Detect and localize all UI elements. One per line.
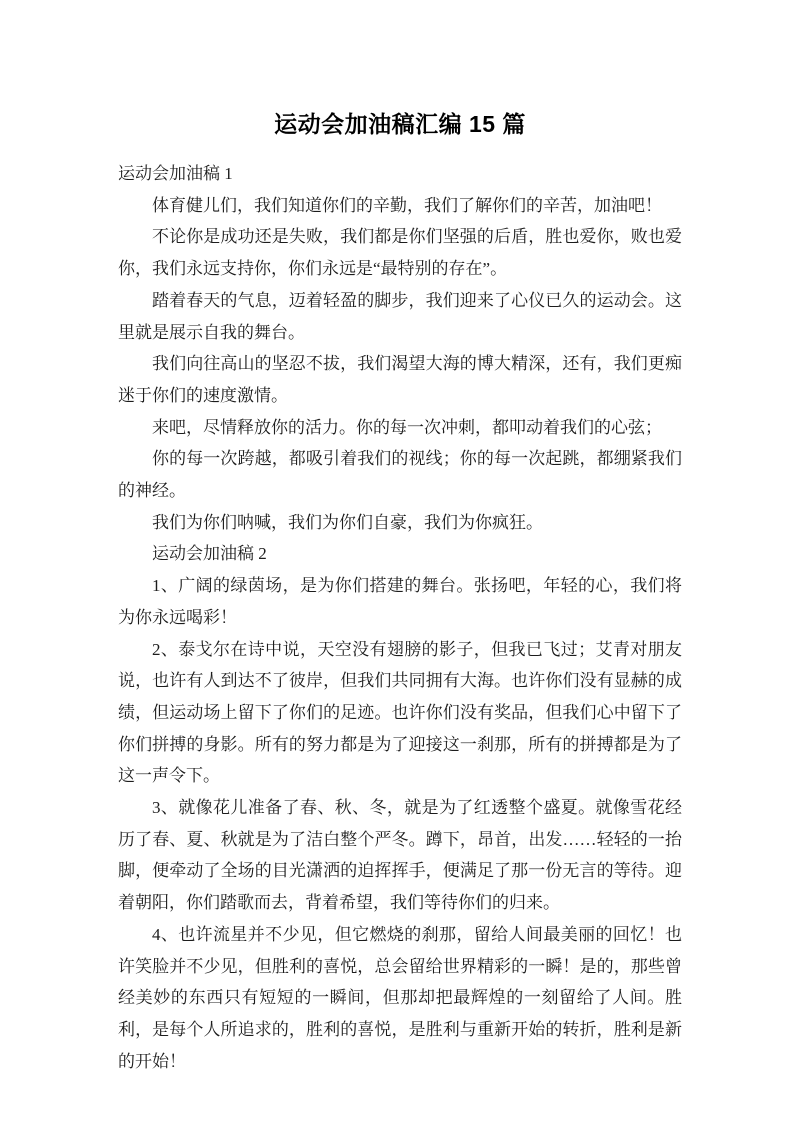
paragraph: 2、泰戈尔在诗中说，天空没有翅膀的影子，但我已飞过；艾青对朋友说，也许有人到达不了彼岸，但我们共同拥有大海。也许你们没有显赫的成绩，但运动场上留下了你们的足迹。也许你们没有奖品，但我们心中留下了你们拼搏的身影。所有的努力都是为了迎接这一刹那，所有的拼搏都是为了这一声令下。 bbox=[118, 639, 682, 786]
paragraph: 4、也许流星并不少见，但它燃烧的刹那，留给人间最美丽的回忆！也许笑脸并不少见，但胜利的喜悦，总会留给世界精彩的一瞬！是的，那些曾经美妙的东西只有短短的一瞬间，但那却把最辉煌的一刻留给了人间。胜利，是每个人所追求的，胜利的喜悦，是胜利与重新开始的转折，胜利是新的开始！ bbox=[118, 924, 682, 1071]
section-2 bbox=[118, 538, 682, 1077]
paragraph: 我们向往高山的坚忍不拔，我们渴望大海的博大精深，还有，我们更痴迷于你们的速度激情。 bbox=[118, 354, 682, 405]
paragraph: 你的每一次跨越，都吸引着我们的视线；你的每一次起跳，都绷紧我们的神经。 bbox=[118, 449, 682, 501]
paragraph: 3、就像花儿准备了春、秋、冬，就是为了红透整个盛夏。就像雪花经历了春、夏、秋就是为了洁白整个严冬。蹲下，昂首，出发……轻轻的一抬脚，便牵动了全场的目光潇洒的迫挥挥手，便满足了那一份无言的等待。迎着朝阳，你们踏歌而去，背着希望，我们等待你们的归来。 bbox=[118, 798, 682, 913]
section-2-heading: 运动会加油稿 2 bbox=[152, 544, 267, 564]
paragraph: 不论你是成功还是失败，我们都是你们坚强的后盾，胜也爱你，败也爱你，我们永远支持你，你们永远是“最特别的存在”。 bbox=[118, 227, 682, 279]
paragraph: 踏着春天的气息，迈着轻盈的脚步，我们迎来了心仪已久的运动会。这里就是展示自我的舞台。 bbox=[118, 290, 682, 342]
paragraph: 体育健儿们，我们知道你们的辛勤，我们了解你们的辛苦，加油吧！ bbox=[152, 195, 662, 215]
document-title: 运动会加油稿汇编 15 篇 bbox=[274, 111, 526, 137]
paragraph: 我们为你们呐喊，我们为你们自豪，我们为你疯狂。 bbox=[152, 512, 543, 532]
section-1 bbox=[118, 158, 682, 538]
section-1-heading: 运动会加油稿 1 bbox=[118, 164, 233, 183]
paragraph: 来吧，尽情释放你的活力。你的每一次冲刺，都叩动着我们的心弦； bbox=[152, 417, 662, 437]
paragraph: 1、广阔的绿茵场，是为你们搭建的舞台。张扬吧，年轻的心，我们将为你永远喝彩！ bbox=[118, 576, 682, 627]
